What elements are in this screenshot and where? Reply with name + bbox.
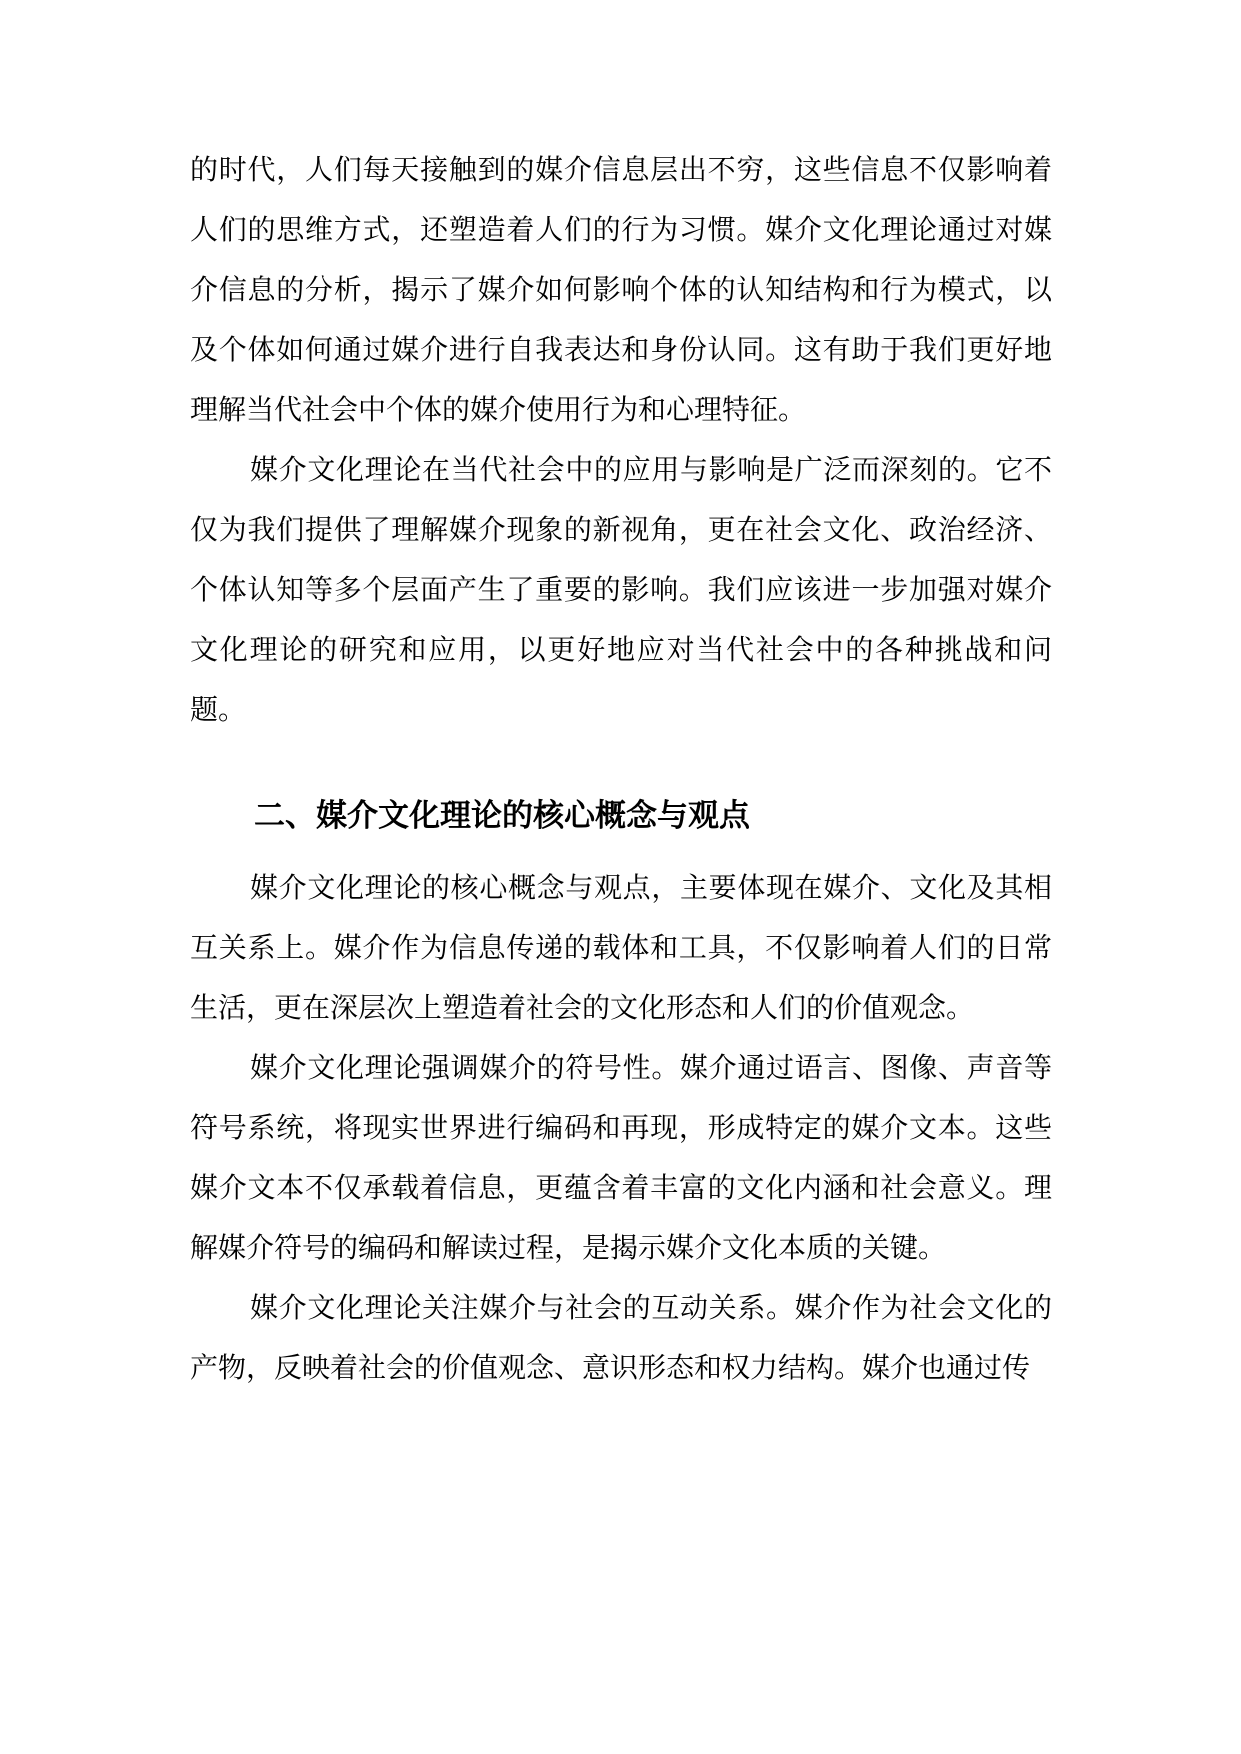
paragraph-symbolism: 媒介文化理论强调媒介的符号性。媒介通过语言、图像、声音等符号系统，将现实世界进行编码和再现，形成特定的媒介文本。这些媒介文本不仅承载着信息，更蕴含着丰富的文化内涵和社会意义。理解媒介符号的编码和解读过程，是揭示媒介文化本质的关键。 xyxy=(190,1051,1052,1264)
paragraph-media-society-interaction: 媒介文化理论关注媒介与社会的互动关系。媒介作为社会文化的产物，反映着社会的价值观念、意识形态和权力结构。媒介也通过传 xyxy=(190,1291,1052,1384)
document-body xyxy=(190,140,1052,1398)
paragraph-core-concepts: 媒介文化理论的核心概念与观点，主要体现在媒介、文化及其相互关系上。媒介作为信息传递的载体和工具，不仅影响着人们的日常生活，更在深层次上塑造着社会的文化形态和人们的价值观念。 xyxy=(190,871,1052,1024)
paragraph-applications-summary: 媒介文化理论在当代社会中的应用与影响是广泛而深刻的。它不仅为我们提供了理解媒介现象的新视角，更在社会文化、政治经济、个体认知等多个层面产生了重要的影响。我们应该进一步加强对媒介文化理论的研究和应用，以更好地应对当代社会中的各种挑战和问题。 xyxy=(190,453,1052,726)
section-heading: 二、媒介文化理论的核心概念与观点 xyxy=(254,798,750,834)
paragraph-continued: 的时代，人们每天接触到的媒介信息层出不穷，这些信息不仅影响着人们的思维方式，还塑造着人们的行为习惯。媒介文化理论通过对媒介信息的分析，揭示了媒介如何影响个体的认知结构和行为模式，以及个体如何通过媒介进行自我表达和身份认同。这有助于我们更好地理解当代社会中个体的媒介使用行为和心理特征。 xyxy=(190,153,1052,426)
